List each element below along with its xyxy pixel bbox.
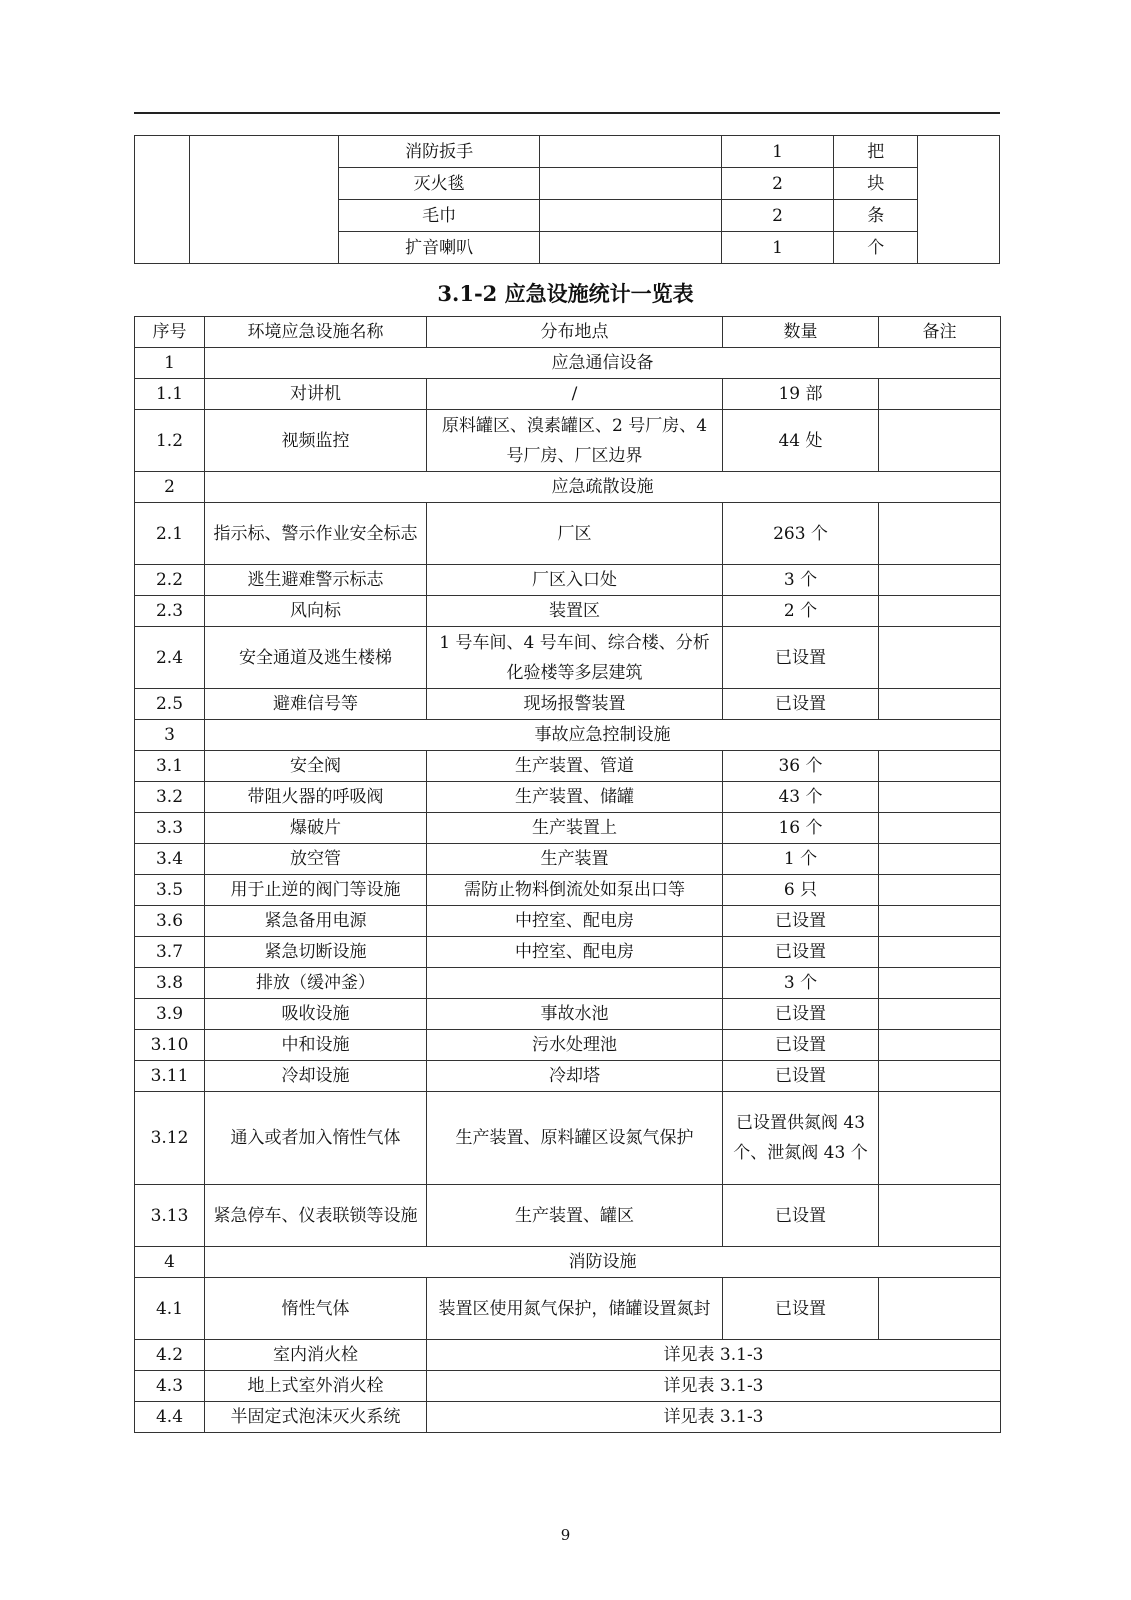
row-number-cell: 4.1	[135, 1278, 205, 1340]
facility-qty-cell: 1 个	[723, 844, 879, 875]
row-number-cell: 3.9	[135, 999, 205, 1030]
facility-name-cell: 紧急切断设施	[205, 937, 427, 968]
facility-location-cell: 生产装置	[427, 844, 723, 875]
equipment-table-continued	[134, 135, 1000, 264]
row-number-cell: 1	[135, 348, 205, 379]
table-row	[135, 906, 1001, 937]
facility-note-cell	[879, 1278, 1001, 1340]
equipment-unit-cell: 个	[834, 232, 918, 264]
facility-name-cell: 指示标、警示作业安全标志	[205, 503, 427, 565]
equipment-location-cell	[539, 168, 721, 200]
facility-location-cell: /	[427, 379, 723, 410]
row-number-cell: 4.4	[135, 1402, 205, 1433]
facility-note-cell	[879, 565, 1001, 596]
column-header: 备注	[879, 317, 1001, 348]
facility-name-cell: 吸收设施	[205, 999, 427, 1030]
facility-name-cell: 通入或者加入惰性气体	[205, 1092, 427, 1185]
table-row	[135, 1278, 1001, 1340]
facility-name-cell: 避难信号等	[205, 689, 427, 720]
facility-qty-cell: 已设置	[723, 627, 879, 689]
facility-note-cell	[879, 1061, 1001, 1092]
facility-location-cell: 厂区入口处	[427, 565, 723, 596]
facility-name-cell: 紧急备用电源	[205, 906, 427, 937]
facility-note-cell	[879, 627, 1001, 689]
table-row	[135, 1061, 1001, 1092]
facility-qty-cell: 16 个	[723, 813, 879, 844]
facility-note-cell	[879, 1092, 1001, 1185]
column-header: 数量	[723, 317, 879, 348]
facility-qty-cell: 43 个	[723, 782, 879, 813]
facility-note-cell	[879, 1030, 1001, 1061]
equipment-name-cell: 扩音喇叭	[339, 232, 539, 264]
facility-note-cell	[879, 1185, 1001, 1247]
table-row	[135, 410, 1001, 472]
table-row	[135, 937, 1001, 968]
facility-name-cell: 视频监控	[205, 410, 427, 472]
equipment-name-cell: 毛巾	[339, 200, 539, 232]
detail-reference-cell: 详见表 3.1-3	[427, 1402, 1001, 1433]
facility-name-cell: 室内消火栓	[205, 1340, 427, 1371]
facility-location-cell: 生产装置、原料罐区设氮气保护	[427, 1092, 723, 1185]
table-row	[135, 1092, 1001, 1185]
row-number-cell: 2.1	[135, 503, 205, 565]
row-number-cell: 4.3	[135, 1371, 205, 1402]
facility-name-cell: 带阻火器的呼吸阀	[205, 782, 427, 813]
row-number-cell: 2.2	[135, 565, 205, 596]
row-number-cell: 3.4	[135, 844, 205, 875]
facility-qty-cell: 已设置	[723, 689, 879, 720]
facility-note-cell	[879, 596, 1001, 627]
table-row	[135, 1340, 1001, 1371]
facility-name-cell: 中和设施	[205, 1030, 427, 1061]
facility-name-cell: 对讲机	[205, 379, 427, 410]
facility-note-cell	[879, 813, 1001, 844]
section-row	[135, 472, 1001, 503]
facility-note-cell	[879, 379, 1001, 410]
facility-location-cell: 厂区	[427, 503, 723, 565]
table-row	[135, 1185, 1001, 1247]
equipment-name-cell: 消防扳手	[339, 136, 539, 168]
facility-name-cell: 安全阀	[205, 751, 427, 782]
facility-qty-cell: 36 个	[723, 751, 879, 782]
table-row	[135, 503, 1001, 565]
table-title: 3.1-2 应急设施统计一览表	[437, 281, 694, 306]
facility-note-cell	[879, 844, 1001, 875]
section-row	[135, 1247, 1001, 1278]
table-row	[135, 968, 1001, 999]
row-number-cell: 3.5	[135, 875, 205, 906]
table-row	[135, 1030, 1001, 1061]
row-number-cell: 3	[135, 720, 205, 751]
equipment-location-cell	[539, 232, 721, 264]
facility-qty-cell: 6 只	[723, 875, 879, 906]
equipment-location-cell	[539, 136, 721, 168]
table-row	[135, 751, 1001, 782]
section-label-cell: 事故应急控制设施	[205, 720, 1001, 751]
facility-qty-cell: 3 个	[723, 565, 879, 596]
table-row	[135, 136, 1000, 168]
row-number-cell: 2	[135, 472, 205, 503]
row-number-cell: 3.13	[135, 1185, 205, 1247]
facility-location-cell: 中控室、配电房	[427, 937, 723, 968]
facility-location-cell: 现场报警装置	[427, 689, 723, 720]
facility-qty-cell: 已设置	[723, 1061, 879, 1092]
table-row	[135, 999, 1001, 1030]
row-number-cell: 1.1	[135, 379, 205, 410]
facility-qty-cell: 已设置	[723, 906, 879, 937]
row-number-cell: 3.11	[135, 1061, 205, 1092]
facility-location-cell: 需防止物料倒流处如泵出口等	[427, 875, 723, 906]
facility-qty-cell: 3 个	[723, 968, 879, 999]
row-number-cell: 3.2	[135, 782, 205, 813]
row-number-cell: 3.3	[135, 813, 205, 844]
page-number: 9	[560, 1526, 571, 1544]
section-label-cell: 消防设施	[205, 1247, 1001, 1278]
section-label-cell: 应急通信设备	[205, 348, 1001, 379]
facility-location-cell: 生产装置、管道	[427, 751, 723, 782]
equipment-qty-cell: 2	[721, 200, 833, 232]
table-row	[135, 1402, 1001, 1433]
facility-qty-cell: 已设置	[723, 1278, 879, 1340]
facility-note-cell	[879, 937, 1001, 968]
equipment-unit-cell: 条	[834, 200, 918, 232]
facility-qty-cell: 263 个	[723, 503, 879, 565]
facility-name-cell: 半固定式泡沫灭火系统	[205, 1402, 427, 1433]
facility-qty-cell: 已设置供氮阀 43 个、泄氮阀 43 个	[723, 1092, 879, 1185]
header-rule	[134, 112, 1000, 114]
facility-note-cell	[879, 689, 1001, 720]
facility-name-cell: 用于止逆的阀门等设施	[205, 875, 427, 906]
table-row	[135, 565, 1001, 596]
facility-location-cell	[427, 968, 723, 999]
facility-qty-cell: 44 处	[723, 410, 879, 472]
facility-note-cell	[879, 751, 1001, 782]
column-header: 分布地点	[427, 317, 723, 348]
facility-name-cell: 风向标	[205, 596, 427, 627]
empty-cell	[190, 136, 339, 264]
facility-location-cell: 污水处理池	[427, 1030, 723, 1061]
facility-name-cell: 放空管	[205, 844, 427, 875]
facility-location-cell: 装置区使用氮气保护，储罐设置氮封	[427, 1278, 723, 1340]
facility-qty-cell: 已设置	[723, 1030, 879, 1061]
facility-name-cell: 惰性气体	[205, 1278, 427, 1340]
facility-qty-cell: 已设置	[723, 1185, 879, 1247]
facility-qty-cell: 19 部	[723, 379, 879, 410]
row-number-cell: 1.2	[135, 410, 205, 472]
facility-location-cell: 原料罐区、溴素罐区、2 号厂房、4 号厂房、厂区边界	[427, 410, 723, 472]
equipment-location-cell	[539, 200, 721, 232]
table-row	[135, 689, 1001, 720]
facility-name-cell: 地上式室外消火栓	[205, 1371, 427, 1402]
facility-qty-cell: 2 个	[723, 596, 879, 627]
row-number-cell: 3.10	[135, 1030, 205, 1061]
detail-reference-cell: 详见表 3.1-3	[427, 1371, 1001, 1402]
facility-note-cell	[879, 503, 1001, 565]
table-row	[135, 875, 1001, 906]
facility-note-cell	[879, 906, 1001, 937]
row-number-cell: 4.2	[135, 1340, 205, 1371]
row-number-cell: 2.5	[135, 689, 205, 720]
facility-note-cell	[879, 968, 1001, 999]
empty-cell	[918, 136, 1000, 264]
section-row	[135, 720, 1001, 751]
facility-location-cell: 1 号车间、4 号车间、综合楼、分析化验楼等多层建筑	[427, 627, 723, 689]
table-row	[135, 627, 1001, 689]
row-number-cell: 3.6	[135, 906, 205, 937]
facility-location-cell: 生产装置、罐区	[427, 1185, 723, 1247]
facility-qty-cell: 已设置	[723, 937, 879, 968]
table-row	[135, 1371, 1001, 1402]
column-header: 序号	[135, 317, 205, 348]
facility-location-cell: 冷却塔	[427, 1061, 723, 1092]
facility-note-cell	[879, 782, 1001, 813]
row-number-cell: 3.12	[135, 1092, 205, 1185]
facility-name-cell: 逃生避难警示标志	[205, 565, 427, 596]
table-row	[135, 596, 1001, 627]
equipment-name-cell: 灭火毯	[339, 168, 539, 200]
facility-name-cell: 排放（缓冲釜）	[205, 968, 427, 999]
equipment-qty-cell: 1	[721, 232, 833, 264]
facility-name-cell: 冷却设施	[205, 1061, 427, 1092]
section-label-cell: 应急疏散设施	[205, 472, 1001, 503]
facility-location-cell: 生产装置、储罐	[427, 782, 723, 813]
facility-name-cell: 安全通道及逃生楼梯	[205, 627, 427, 689]
table-row	[135, 844, 1001, 875]
row-number-cell: 4	[135, 1247, 205, 1278]
row-number-cell: 3.8	[135, 968, 205, 999]
emergency-facilities-table	[134, 316, 1001, 1433]
empty-cell	[135, 136, 190, 264]
equipment-qty-cell: 1	[721, 136, 833, 168]
column-header: 环境应急设施名称	[205, 317, 427, 348]
facility-qty-cell: 已设置	[723, 999, 879, 1030]
facility-note-cell	[879, 999, 1001, 1030]
row-number-cell: 3.1	[135, 751, 205, 782]
row-number-cell: 2.3	[135, 596, 205, 627]
section-row	[135, 348, 1001, 379]
facility-location-cell: 生产装置上	[427, 813, 723, 844]
facility-name-cell: 爆破片	[205, 813, 427, 844]
facility-location-cell: 中控室、配电房	[427, 906, 723, 937]
equipment-qty-cell: 2	[721, 168, 833, 200]
table-row	[135, 379, 1001, 410]
row-number-cell: 2.4	[135, 627, 205, 689]
row-number-cell: 3.7	[135, 937, 205, 968]
facility-location-cell: 事故水池	[427, 999, 723, 1030]
facility-name-cell: 紧急停车、仪表联锁等设施	[205, 1185, 427, 1247]
table-row	[135, 782, 1001, 813]
equipment-unit-cell: 把	[834, 136, 918, 168]
equipment-unit-cell: 块	[834, 168, 918, 200]
facility-location-cell: 装置区	[427, 596, 723, 627]
table-row	[135, 813, 1001, 844]
table-header-row	[135, 317, 1001, 348]
facility-note-cell	[879, 410, 1001, 472]
facility-note-cell	[879, 875, 1001, 906]
detail-reference-cell: 详见表 3.1-3	[427, 1340, 1001, 1371]
